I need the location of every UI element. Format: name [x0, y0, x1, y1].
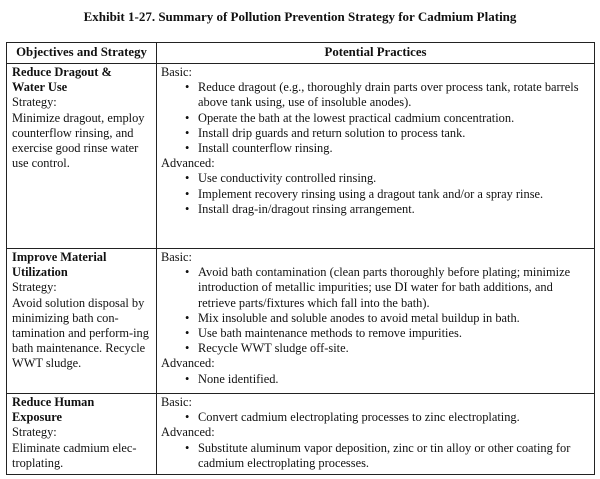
objective-title: Reduce Dragout & Water Use — [12, 65, 112, 95]
practices-cell — [157, 394, 595, 475]
objective-title: Reduce Human Exposure — [12, 395, 95, 425]
list-item: • Operate the bath at the lowest practical cadmium concentration. — [198, 111, 588, 126]
strategy-label: Strategy: — [12, 95, 57, 110]
objective-cell — [7, 249, 157, 394]
strategy-table — [6, 42, 595, 475]
strategy-text: Eliminate cadmium elec-troplating. — [12, 440, 137, 470]
table-row — [7, 394, 595, 475]
advanced-label: Advanced: — [161, 156, 215, 171]
basic-label: Basic: — [161, 395, 192, 409]
list-item: • Convert cadmium electroplating processes to zinc electroplating. — [198, 410, 588, 425]
objective-cell — [7, 394, 157, 475]
list-item: • Use conductivity controlled rinsing. — [198, 171, 588, 186]
basic-list — [161, 410, 588, 425]
list-item: • Reduce dragout (e.g., thoroughly drain parts over process tank, rotate barrels above tank using, use of insoluble anodes). — [198, 80, 588, 110]
header-row — [7, 43, 595, 64]
header-practices: Potential Practices — [157, 43, 595, 64]
list-item: • Install drip guards and return solution to process tank. — [198, 126, 588, 141]
list-item: • Install counterflow rinsing. — [198, 141, 588, 156]
objective-cell — [7, 64, 157, 249]
list-item: • Mix insoluble and soluble anodes to avoid metal buildup in bath. — [198, 311, 588, 326]
strategy-text: Avoid solution disposal by minimizing bath con-tamination and perform-ing bath maintenance. Recycle WWT sludge. — [12, 295, 149, 371]
advanced-label: Advanced: — [161, 425, 215, 440]
list-item: • Install drag-in/dragout rinsing arrangement. — [198, 202, 588, 217]
basic-list — [161, 265, 588, 356]
list-item: • Implement recovery rinsing using a dragout tank and/or a spray rinse. — [198, 187, 588, 202]
table-row — [7, 64, 595, 249]
advanced-list — [161, 171, 588, 217]
exhibit-title: Exhibit 1-27. Summary of Pollution Prevention Strategy for Cadmium Plating — [83, 9, 517, 24]
strategy-label: Strategy: — [12, 280, 57, 295]
strategy-text: Minimize dragout, employ counterflow rinsing, and exercise good rinse water use control. — [12, 110, 145, 171]
objective-title: Improve Material Utilization — [12, 250, 107, 280]
list-item: • Avoid bath contamination (clean parts thoroughly before plating; minimize introduction of metallic impurities; use DI water for bath additions, and retrieve parts/fixtures which fall into the bath). — [198, 265, 588, 311]
practices-cell — [157, 249, 595, 394]
list-item: • Use bath maintenance methods to remove impurities. — [198, 326, 588, 341]
list-item: • Recycle WWT sludge off-site. — [198, 341, 588, 356]
advanced-label: Advanced: — [161, 356, 215, 371]
list-item: • Substitute aluminum vapor deposition, zinc or tin alloy or other coating for cadmium electroplating processes. — [198, 441, 588, 471]
basic-label: Basic: — [161, 250, 192, 264]
list-item: • None identified. — [198, 372, 588, 387]
advanced-list — [161, 372, 588, 387]
basic-list — [161, 80, 588, 156]
practices-cell — [157, 64, 595, 249]
header-objectives: Objectives and Strategy — [7, 43, 157, 64]
strategy-label: Strategy: — [12, 425, 57, 440]
basic-label: Basic: — [161, 65, 192, 79]
advanced-list — [161, 441, 588, 471]
table-row — [7, 249, 595, 394]
